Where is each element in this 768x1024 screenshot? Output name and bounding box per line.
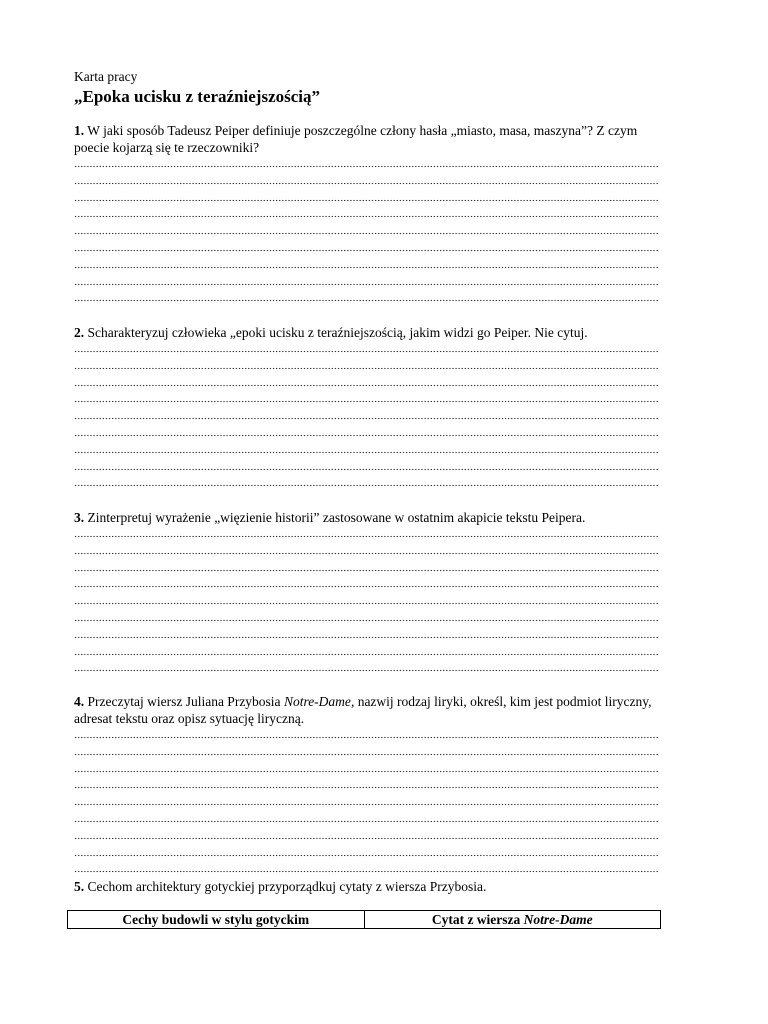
question-1-number: 1.: [74, 123, 85, 138]
answer-line[interactable]: [74, 543, 658, 560]
question-2: [74, 325, 664, 342]
answer-line[interactable]: [74, 526, 658, 543]
question-5-number: 5.: [74, 879, 85, 894]
answer-line[interactable]: [74, 644, 658, 661]
answer-line[interactable]: [74, 475, 658, 492]
answer-line[interactable]: [74, 576, 658, 593]
answer-line[interactable]: [74, 811, 658, 828]
table-header-row: [68, 911, 661, 929]
question-4-text-start: Przeczytaj wiersz Juliana Przybosia: [84, 694, 284, 709]
answer-line[interactable]: [74, 240, 658, 257]
answer-line[interactable]: [74, 358, 658, 375]
answer-line[interactable]: [74, 425, 658, 442]
table-header-quote-prefix: Cytat z wiersza: [431, 912, 524, 927]
answer-line[interactable]: [74, 391, 658, 408]
answer-line[interactable]: [74, 442, 658, 459]
question-4-text-end: , nazwij rodzaj liryki, określ, kim jest podmiot liryczny, adresat tekstu oraz opisz sytuację liryczną.: [74, 694, 652, 726]
answer-line[interactable]: [74, 794, 658, 811]
question-3-text: Zinterpretuj wyrażenie „więzienie historii” zastosowane w ostatnim akapicie tekstu Peipera.: [84, 510, 586, 525]
answer-line[interactable]: [74, 223, 658, 240]
worksheet-label: Karta pracy: [74, 69, 138, 84]
answer-line[interactable]: [74, 173, 658, 190]
answer-line[interactable]: [74, 206, 658, 223]
answer-line[interactable]: [74, 375, 658, 392]
question-4-answer-lines[interactable]: [74, 727, 658, 878]
question-4-poem-title: Notre-Dame: [283, 694, 351, 709]
answer-line[interactable]: [74, 190, 658, 207]
question-2-text: Scharakteryzuj człowieka „epoki ucisku z teraźniejszością, jakim widzi go Peiper. Nie cytuj.: [84, 325, 588, 340]
answer-line[interactable]: [74, 408, 658, 425]
question-3-number: 3.: [74, 510, 85, 525]
answer-line[interactable]: [74, 560, 658, 577]
answer-line[interactable]: [74, 593, 658, 610]
answer-line[interactable]: [74, 861, 658, 878]
answer-line[interactable]: [74, 828, 658, 845]
answer-line[interactable]: [74, 777, 658, 794]
answer-line[interactable]: [74, 257, 658, 274]
answer-line[interactable]: [74, 290, 658, 307]
answer-line[interactable]: [74, 727, 658, 744]
answer-line[interactable]: [74, 627, 658, 644]
question-1-answer-lines[interactable]: [74, 156, 658, 307]
question-1: [74, 123, 664, 156]
answer-line[interactable]: [74, 156, 658, 173]
worksheet-title: „Epoka ucisku z teraźniejszością”: [74, 87, 321, 106]
question-4: [74, 694, 664, 727]
answer-line[interactable]: [74, 341, 658, 358]
gothic-features-table: [67, 910, 661, 929]
answer-line[interactable]: [74, 610, 658, 627]
question-2-answer-lines[interactable]: [74, 341, 658, 492]
answer-line[interactable]: [74, 744, 658, 761]
question-1-text: W jaki sposób Tadeusz Peiper definiuje poszczególne człony hasła „miasto, masa, maszyna”? Z czym poecie kojarzą się te rzeczowniki?: [74, 123, 638, 155]
question-4-number: 4.: [74, 694, 85, 709]
table-header-quote-title: Notre-Dame: [523, 912, 593, 927]
answer-line[interactable]: [74, 660, 658, 677]
answer-line[interactable]: [74, 459, 658, 476]
question-5: [74, 879, 664, 896]
answer-line[interactable]: [74, 274, 658, 291]
table-header-quote: [364, 911, 661, 929]
question-5-text: Cechom architektury gotyckiej przyporządkuj cytaty z wiersza Przybosia.: [84, 879, 487, 894]
table-header-features: Cechy budowli w stylu gotyckim: [68, 911, 365, 929]
question-3: [74, 510, 664, 527]
question-3-answer-lines[interactable]: [74, 526, 658, 677]
answer-line[interactable]: [74, 845, 658, 862]
answer-line[interactable]: [74, 761, 658, 778]
question-2-number: 2.: [74, 325, 85, 340]
